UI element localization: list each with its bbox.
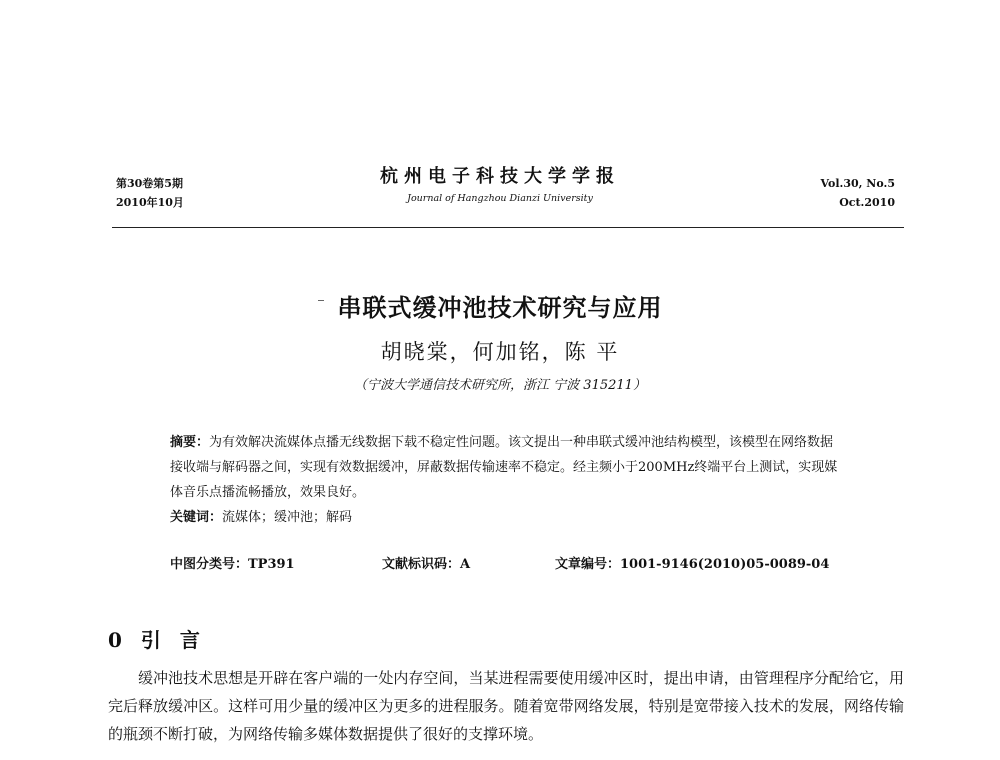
keywords-label: 关键词： — [170, 510, 223, 525]
keywords-line — [170, 505, 838, 530]
intro-paragraph-block — [108, 664, 904, 748]
clc-number: 中图分类号：TP391 — [170, 557, 295, 572]
document-code: 文献标识码：A — [382, 557, 471, 572]
journal-masthead — [300, 165, 700, 204]
journal-english-title: Journal of Hangzhou Dianzi University — [407, 193, 593, 204]
journal-vol-info-english — [820, 174, 895, 212]
oct-date: Oct.2010 — [839, 196, 895, 209]
article-number: 文章编号：1001-9146(2010)05-0089-04 — [555, 557, 830, 572]
keywords: 流媒体；缓冲池；解码 — [222, 510, 353, 525]
section-heading: 0 引 言 — [108, 628, 206, 652]
abstract-paragraph — [170, 430, 838, 505]
abstract-block — [170, 430, 838, 530]
journal-volume-info — [116, 174, 184, 212]
publication-date: 2010年10月 — [116, 196, 184, 209]
abstract-label: 摘要： — [170, 435, 210, 450]
header-rule — [112, 227, 904, 228]
intro-paragraph: 缓冲池技术思想是开辟在客户端的一处内存空间，当某进程需要使用缓冲区时，提出申请，由管理程序分配给它，用完后释放缓冲区。这样可用少量的缓冲区为更多的进程服务。随着宽带网络发展，特别是宽带接入技术的发展，网络传输的瓶颈不断打破，为网络传输多媒体数据提供了很好的支撑环境。 — [108, 669, 904, 743]
article-title: 串联式缓冲池技术研究与应用 — [337, 293, 663, 322]
author-affiliation: （宁波大学通信技术研究所，浙江 宁波 315211） — [354, 378, 646, 393]
vol-no: Vol.30, No.5 — [820, 177, 895, 190]
journal-title: 杭州电子科技大学学报 — [380, 166, 620, 187]
abstract-text: 为有效解决流媒体点播无线数据下载不稳定性问题。该文提出一种串联式缓冲池结构模型，该模型在网络数据接收端与解码器之间，实现有效数据缓冲，屏蔽数据传输速率不稳定。经主频小于200MHz终端平台上测试，实现媒体音乐点播流畅播放，效果良好。 — [170, 435, 838, 500]
article-authors: 胡晓棠，何加铭，陈 平 — [380, 340, 620, 364]
classification-row — [170, 553, 838, 573]
volume-issue: 第30卷第5期 — [116, 177, 183, 190]
